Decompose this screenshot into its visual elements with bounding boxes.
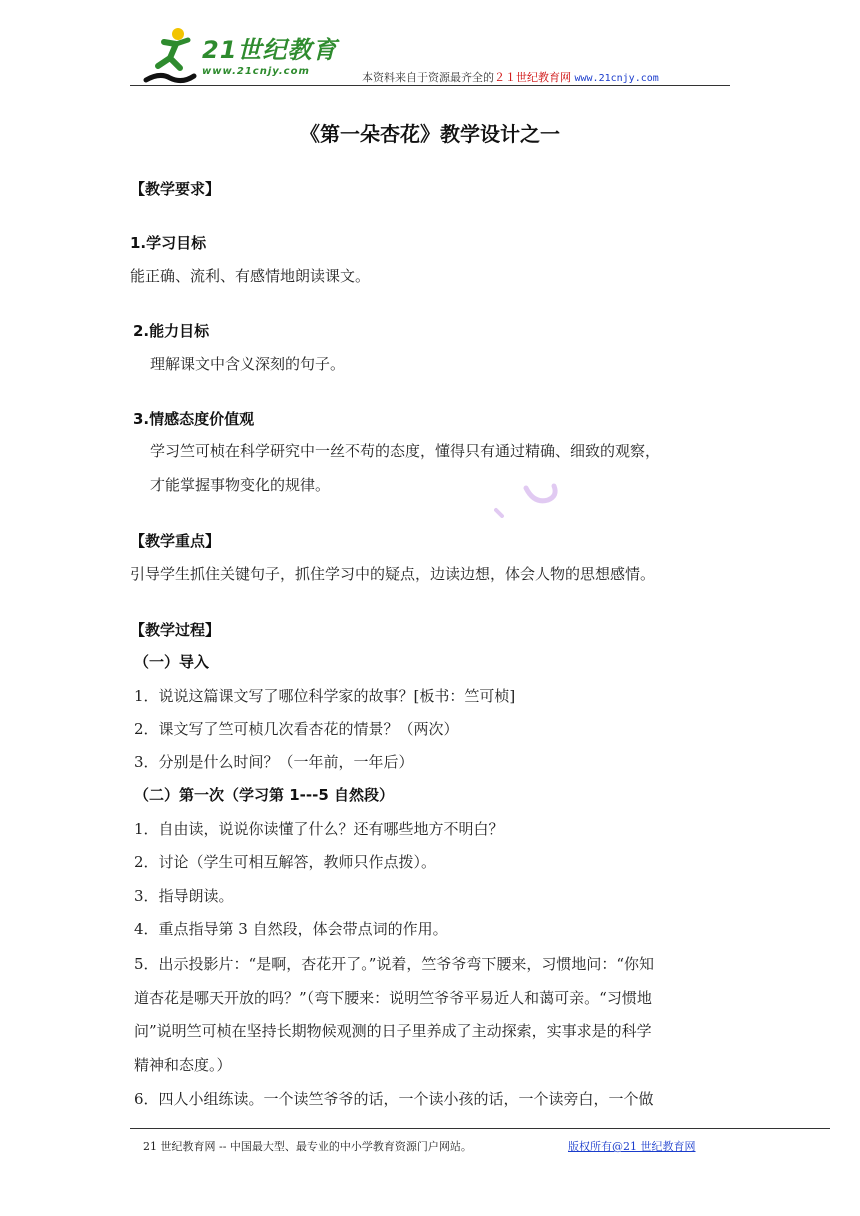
page-header — [130, 18, 730, 86]
section-heading: （二）第一次（学习第 1---5 自然段） — [134, 786, 394, 804]
header-note — [362, 69, 659, 85]
header-note-prefix: 本资料来自于资源最齐全的 — [362, 71, 494, 84]
logo-text: 21世纪教育 — [202, 36, 338, 64]
runner-logo-icon — [140, 22, 200, 86]
body-paragraph-line: 3．分别是什么时间？（一年前，一年后） — [134, 753, 414, 771]
section-heading: 1.学习目标 — [130, 234, 207, 252]
footer-divider — [130, 1128, 830, 1129]
section-heading: （一）导入 — [134, 653, 210, 671]
body-paragraph-line: 道杏花是哪天开放的吗？”（弯下腰来：说明竺爷爷平易近人和蔼可亲。“习惯地 — [134, 989, 652, 1007]
copyright-link[interactable]: 版权所有@21 世纪教育网 — [568, 1140, 696, 1153]
body-paragraph-line: 才能掌握事物变化的规律。 — [150, 476, 331, 494]
page-title: 《第一朵杏花》教学设计之一 — [300, 122, 560, 146]
body-paragraph-line: 5．出示投影片：“是啊，杏花开了。”说着，竺爷爷弯下腰来，习惯地问：“你知 — [134, 955, 655, 973]
body-paragraph-line: 问”说明竺可桢在坚持长期物候观测的日子里养成了主动探索，实事求是的科学 — [134, 1022, 652, 1040]
body-paragraph-line: 1．说说这篇课文写了哪位科学家的故事？[板书：竺可桢] — [134, 687, 516, 705]
logo-url: www.21cnjy.com — [202, 66, 310, 77]
body-paragraph-line: 理解课文中含义深刻的句子。 — [150, 355, 346, 373]
watermark-mark-icon — [490, 480, 560, 520]
section-heading: 【教学重点】 — [130, 532, 221, 550]
body-paragraph-line: 6．四人小组练读。一个读竺爷爷的话，一个读小孩的话，一个读旁白，一个做 — [134, 1090, 654, 1108]
body-paragraph-line: 1．自由读，说说你读懂了什么？还有哪些地方不明白？ — [134, 820, 504, 838]
header-note-brand[interactable]: ２１世纪教育网 — [494, 71, 571, 84]
section-heading: 【教学过程】 — [130, 621, 221, 639]
body-paragraph-line: 4．重点指导第 3 自然段，体会带点词的作用。 — [134, 920, 448, 938]
body-paragraph-line: 精神和态度。） — [134, 1056, 232, 1074]
body-paragraph-line: 学习竺可桢在科学研究中一丝不苟的态度，懂得只有通过精确、细致的观察， — [150, 442, 661, 460]
header-note-url[interactable]: www.21cnjy.com — [574, 73, 659, 84]
footer-text: 21 世纪教育网 -- 中国最大型、最专业的中小学教育资源门户网站。 — [143, 1140, 472, 1153]
section-heading: 【教学要求】 — [130, 180, 221, 198]
section-heading: 2.能力目标 — [133, 322, 210, 340]
header-divider — [130, 85, 730, 86]
body-paragraph-line: 3．指导朗读。 — [134, 887, 234, 905]
body-paragraph-line: 2．讨论（学生可相互解答，教师只作点拨）。 — [134, 853, 437, 871]
body-paragraph-line: 2．课文写了竺可桢几次看杏花的情景？（两次） — [134, 720, 459, 738]
body-paragraph-line: 能正确、流利、有感情地朗读课文。 — [130, 267, 371, 285]
body-paragraph-line: 引导学生抓住关键句子，抓住学习中的疑点，边读边想，体会人物的思想感情。 — [130, 565, 656, 583]
brand-logo — [140, 22, 340, 86]
section-heading: 3.情感态度价值观 — [133, 410, 255, 428]
